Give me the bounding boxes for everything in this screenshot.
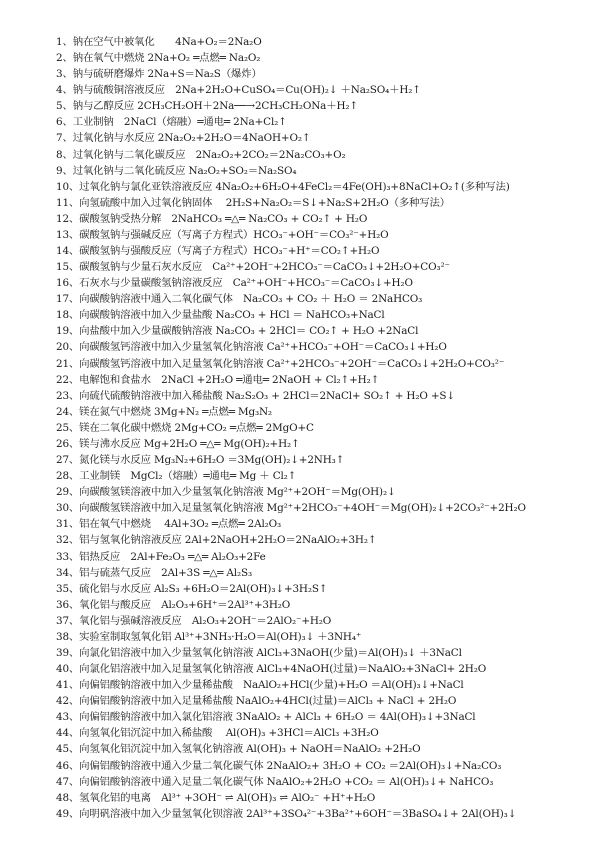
equation-number: 19、 bbox=[56, 325, 80, 338]
equation-line bbox=[56, 404, 602, 420]
equation-line bbox=[56, 436, 602, 452]
equation-line bbox=[56, 323, 602, 339]
equation-number: 12、 bbox=[56, 212, 80, 225]
equation-text: 向氯化铝溶液中加入少量氢氧化钠溶液 AlCl₃+3NaOH(少量)＝Al(OH)₃↓ ＋3NaCl bbox=[79, 646, 462, 659]
equation-text: 向偏铝酸钠溶液中通入少量二氧化碳气体 2NaAlO₂+ 3H₂O + CO₂ ＝2Al(OH)₃↓+Na₂CO₃ bbox=[79, 759, 502, 772]
equation-text: 向碳酸氢镁溶液中加入少量氢氧化钠溶液 Mg²⁺+2OH⁻＝Mg(OH)₂↓ bbox=[79, 486, 396, 499]
equation-line bbox=[56, 179, 602, 195]
equation-number: 20、 bbox=[56, 341, 80, 354]
equation-line bbox=[56, 98, 602, 114]
equation-line bbox=[56, 581, 602, 597]
equation-number: 30、 bbox=[56, 502, 80, 515]
equation-number: 27、 bbox=[56, 454, 80, 467]
equation-text: 向碳酸钠溶液中加入少量盐酸 Na₂CO₃ + HCl ＝ NaHCO₃+NaCl bbox=[79, 309, 385, 322]
equation-line bbox=[56, 227, 602, 243]
equation-line bbox=[56, 291, 602, 307]
equation-number: 7、 bbox=[56, 132, 73, 145]
equation-text: 向碳酸氢镁溶液中加入足量氢氧化钠溶液 Mg²⁺+2HCO₃⁻+4OH⁻＝Mg(OH)₂↓+2CO₃²⁻+2H₂O bbox=[79, 502, 526, 515]
equation-text: 铝热反应 2Al+Fe₂O₃ ═△═ Al₂O₃+2Fe bbox=[79, 550, 266, 563]
equation-text: 向偏铝酸钠溶液中加入少量稀盐酸 NaAlO₂+HCl(少量)+H₂O ＝Al(OH)₃↓+NaCl bbox=[79, 679, 464, 692]
equation-text: 向碳酸氢钙溶液中加入少量氢氧化钠溶液 Ca²⁺+HCO₃⁻+OH⁻＝CaCO₃↓+H₂O bbox=[79, 341, 447, 354]
equation-line bbox=[56, 758, 602, 774]
equation-number: 21、 bbox=[56, 357, 80, 370]
equation-line bbox=[56, 452, 602, 468]
equation-line bbox=[56, 693, 602, 709]
equation-line bbox=[56, 774, 602, 790]
equation-number: 45、 bbox=[56, 743, 80, 756]
equation-line bbox=[56, 645, 602, 661]
equation-text: 铝与硫蒸气反应 2Al+3S ═△═ Al₂S₃ bbox=[79, 566, 252, 579]
equation-text: 铝与氢氧化钠溶液反应 2Al+2NaOH+2H₂O＝2NaAlO₂+3H₂↑ bbox=[79, 534, 377, 547]
equation-text: 向氢氧化铝沉淀中加入稀盐酸 Al(OH)₃ +3HCl＝AlCl₃ +3H₂O bbox=[79, 727, 379, 740]
equation-line bbox=[56, 500, 602, 516]
equation-text: 氧化铝与强碱溶液反应 Al₂O₃+2OH⁻＝2AlO₂⁻+H₂O bbox=[79, 614, 332, 627]
equation-number: 15、 bbox=[56, 261, 80, 274]
equation-text: 向偏铝酸钠溶液中通入足量二氧化碳气体 NaAlO₂+2H₂O +CO₂ ＝ Al(OH)₃↓+ NaHCO₃ bbox=[79, 775, 494, 788]
equation-number: 9、 bbox=[56, 164, 73, 177]
equation-number: 25、 bbox=[56, 421, 80, 434]
equation-line bbox=[56, 661, 602, 677]
equation-text: 钠与硫研磨爆炸 2Na+S＝Na₂S（爆炸） bbox=[72, 68, 262, 81]
equation-line bbox=[56, 243, 602, 259]
equation-number: 22、 bbox=[56, 373, 80, 386]
equation-text: 镁在二氧化碳中燃烧 2Mg+CO₂ ═点燃═ 2MgO+C bbox=[79, 421, 314, 434]
equation-text: 过氧化钠与水反应 2Na₂O₂+2H₂O＝4NaOH+O₂↑ bbox=[72, 132, 311, 145]
equation-line bbox=[56, 549, 602, 565]
equation-text: 钠在空气中被氧化 4Na+O₂＝2Na₂O bbox=[72, 36, 262, 48]
equation-number: 17、 bbox=[56, 293, 80, 306]
equation-number: 11、 bbox=[56, 196, 80, 209]
equation-number: 33、 bbox=[56, 550, 80, 563]
equation-text: 碳酸氢钠受热分解 2NaHCO₃ ═△═ Na₂CO₃ + CO₂↑ + H₂O bbox=[79, 212, 368, 225]
equation-number: 10、 bbox=[56, 180, 80, 193]
equation-number: 3、 bbox=[56, 68, 73, 81]
equation-number: 35、 bbox=[56, 582, 80, 595]
equation-number: 26、 bbox=[56, 437, 80, 450]
equation-line bbox=[56, 66, 602, 82]
equation-line bbox=[56, 34, 602, 50]
equation-text: 向偏铝酸钠溶液中加入氯化铝溶液 3NaAlO₂ + AlCl₃ + 6H₂O ＝ 4Al(OH)₃↓+3NaCl bbox=[79, 711, 476, 724]
equation-line bbox=[56, 82, 602, 98]
equation-number: 18、 bbox=[56, 309, 80, 322]
equation-text: 钠与硫酸铜溶液反应 2Na+2H₂O+CuSO₄＝Cu(OH)₂↓ ＋Na₂SO₄＋H₂↑ bbox=[72, 84, 421, 97]
equation-number: 14、 bbox=[56, 245, 80, 258]
equation-text: 过氧化钠与二氧化硫反应 Na₂O₂+SO₂＝Na₂SO₄ bbox=[72, 164, 297, 177]
equation-line bbox=[56, 195, 602, 211]
equation-number: 49、 bbox=[56, 807, 80, 820]
equation-text: 石灰水与少量碳酸氢钠溶液反应 Ca²⁺+OH⁻+HCO₃⁻＝CaCO₃↓+H₂O bbox=[79, 277, 413, 290]
equation-line bbox=[56, 163, 602, 179]
equation-text: 工业制镁 MgCl₂（熔融）═通电═ Mg ＋ Cl₂↑ bbox=[79, 470, 297, 483]
equation-number: 44、 bbox=[56, 727, 80, 740]
equation-number: 16、 bbox=[56, 277, 80, 290]
equation-text: 向盐酸中加入少量碳酸钠溶液 Na₂CO₃ + 2HCl＝ CO₂↑ + H₂O +2NaCl bbox=[79, 325, 419, 338]
equation-line bbox=[56, 597, 602, 613]
equation-line bbox=[56, 741, 602, 757]
equation-text: 向明矾溶液中加入少量氢氧化钡溶液 2Al³⁺+3SO₄²⁻+3Ba²⁺+6OH⁻＝3BaSO₄↓+ 2Al(OH)₃↓ bbox=[79, 807, 517, 820]
equation-text: 钠在氧气中燃烧 2Na+O₂ ═点燃═ Na₂O₂ bbox=[72, 52, 261, 65]
equation-line bbox=[56, 725, 602, 741]
equation-line bbox=[56, 516, 602, 532]
equation-number: 23、 bbox=[56, 389, 80, 402]
equation-number: 29、 bbox=[56, 486, 80, 499]
equation-text: 向氢硫酸中加入过氧化钠固体 2H₂S+Na₂O₂＝S↓+Na₂S+2H₂O（多种写法） bbox=[79, 196, 451, 209]
equation-line bbox=[56, 130, 602, 146]
equation-text: 工业制钠 2NaCl（熔融）═通电═ 2Na+Cl₂↑ bbox=[72, 116, 287, 129]
equation-line bbox=[56, 532, 602, 548]
equation-text: 电解饱和食盐水 2NaCl +2H₂O ═通电═ 2NaOH + Cl₂↑+H₂↑ bbox=[79, 373, 380, 386]
equation-line bbox=[56, 339, 602, 355]
equation-number: 34、 bbox=[56, 566, 80, 579]
equation-text: 铝在氧气中燃烧 4Al+3O₂ ═点燃═ 2Al₂O₃ bbox=[79, 518, 282, 531]
equation-text: 向氯化铝溶液中加入足量氢氧化钠溶液 AlCl₃+4NaOH(过量)＝NaAlO₂+3NaCl+ 2H₂O bbox=[79, 663, 487, 676]
equation-text: 实验室制取氢氧化铝 Al³⁺+3NH₃·H₂O＝Al(OH)₃↓ ＋3NH₄⁺ bbox=[79, 630, 362, 643]
equation-line bbox=[56, 307, 602, 323]
equation-line bbox=[56, 484, 602, 500]
equation-line bbox=[56, 709, 602, 725]
equation-line bbox=[56, 565, 602, 581]
equation-text: 向碳酸钠溶液中通入二氧化碳气体 Na₂CO₃ + CO₂ ＋ H₂O ＝ 2NaHCO₃ bbox=[79, 293, 423, 306]
equation-text: 氢氧化铝的电离 Al³⁺ +3OH⁻ ⇌ Al(OH)₃ ⇌ AlO₂⁻ +H⁺+H₂O bbox=[79, 791, 376, 804]
equation-number: 8、 bbox=[56, 148, 73, 161]
reaction-list bbox=[56, 34, 602, 822]
equation-number: 24、 bbox=[56, 405, 80, 418]
equation-text: 向碳酸氢钙溶液中加入足量氢氧化钠溶液 Ca²⁺+2HCO₃⁻+2OH⁻＝CaCO₃↓+2H₂O+CO₃²⁻ bbox=[79, 357, 505, 370]
equation-line bbox=[56, 468, 602, 484]
equation-line bbox=[56, 50, 602, 66]
equation-number: 42、 bbox=[56, 695, 80, 708]
equation-text: 镁在氮气中燃烧 3Mg+N₂ ═点燃═ Mg₃N₂ bbox=[79, 405, 272, 418]
equation-line bbox=[56, 211, 602, 227]
equation-number: 2、 bbox=[56, 52, 73, 65]
equation-number: 46、 bbox=[56, 759, 80, 772]
equation-text: 向偏铝酸钠溶液中加入足量稀盐酸 NaAlO₂+4HCl(过量)＝AlCl₃ + NaCl + 2H₂O bbox=[79, 695, 457, 708]
equation-number: 43、 bbox=[56, 711, 80, 724]
equation-text: 过氧化钠与二氧化碳反应 2Na₂O₂+2CO₂＝2Na₂CO₃+O₂ bbox=[72, 148, 346, 161]
equation-number: 1、 bbox=[56, 36, 73, 48]
equation-text: 氮化镁与水反应 Mg₃N₂+6H₂O ＝3Mg(OH)₂↓+2NH₃↑ bbox=[79, 454, 345, 467]
equation-number: 41、 bbox=[56, 679, 80, 692]
equation-line bbox=[56, 677, 602, 693]
equation-number: 31、 bbox=[56, 518, 80, 531]
equation-line bbox=[56, 613, 602, 629]
equation-text: 向硫代硫酸钠溶液中加入稀盐酸 Na₂S₂O₃ + 2HCl＝2NaCl+ SO₂↑ + H₂O +S↓ bbox=[79, 389, 455, 402]
equation-text: 氧化铝与酸反应 Al₂O₃+6H⁺＝2Al³⁺+3H₂O bbox=[79, 598, 291, 611]
equation-line bbox=[56, 259, 602, 275]
equation-number: 5、 bbox=[56, 100, 73, 113]
equation-number: 37、 bbox=[56, 614, 80, 627]
equation-line bbox=[56, 388, 602, 404]
equation-text: 向氢氧化铝沉淀中加入氢氧化钠溶液 Al(OH)₃ + NaOH＝NaAlO₂ +2H₂O bbox=[79, 743, 421, 756]
equation-text: 钠与乙醇反应 2CH₃CH₂OH＋2Na──→2CH₃CH₂ONa＋H₂↑ bbox=[72, 100, 358, 113]
equation-number: 48、 bbox=[56, 791, 80, 804]
equation-number: 40、 bbox=[56, 663, 80, 676]
equation-number: 32、 bbox=[56, 534, 80, 547]
equation-text: 硫化铝与水反应 Al₂S₃ +6H₂O＝2Al(OH)₃↓+3H₂S↑ bbox=[79, 582, 328, 595]
equation-text: 碳酸氢钠与强酸反应（写离子方程式）HCO₃⁻+H⁺＝CO₂↑+H₂O bbox=[79, 245, 380, 258]
equation-text: 镁与沸水反应 Mg+2H₂O ═△═ Mg(OH)₂+H₂↑ bbox=[79, 437, 300, 450]
equation-text: 过氧化钠与氯化亚铁溶液反应 4Na₂O₂+6H₂O+4FeCl₂＝4Fe(OH)₃+8NaCl+O₂↑(多种写法) bbox=[79, 180, 510, 193]
equation-line bbox=[56, 420, 602, 436]
equation-number: 38、 bbox=[56, 630, 80, 643]
equation-line bbox=[56, 790, 602, 806]
equation-number: 6、 bbox=[56, 116, 73, 129]
equation-number: 47、 bbox=[56, 775, 80, 788]
equation-number: 28、 bbox=[56, 470, 80, 483]
equation-text: 碳酸氢钠与少量石灰水反应 Ca²⁺+2OH⁻+2HCO₃⁻＝CaCO₃↓+2H₂O+CO₃²⁻ bbox=[79, 261, 450, 274]
equation-text: 碳酸氢钠与强碱反应（写离子方程式）HCO₃⁻+OH⁻＝CO₃²⁻+H₂O bbox=[79, 228, 389, 241]
equation-number: 39、 bbox=[56, 646, 80, 659]
equation-line bbox=[56, 806, 602, 822]
equation-number: 4、 bbox=[56, 84, 73, 97]
equation-line bbox=[56, 147, 602, 163]
equation-line bbox=[56, 275, 602, 291]
equation-line bbox=[56, 629, 602, 645]
equation-line bbox=[56, 356, 602, 372]
equation-line bbox=[56, 114, 602, 130]
equation-line bbox=[56, 372, 602, 388]
equation-number: 13、 bbox=[56, 228, 80, 241]
equation-number: 36、 bbox=[56, 598, 80, 611]
